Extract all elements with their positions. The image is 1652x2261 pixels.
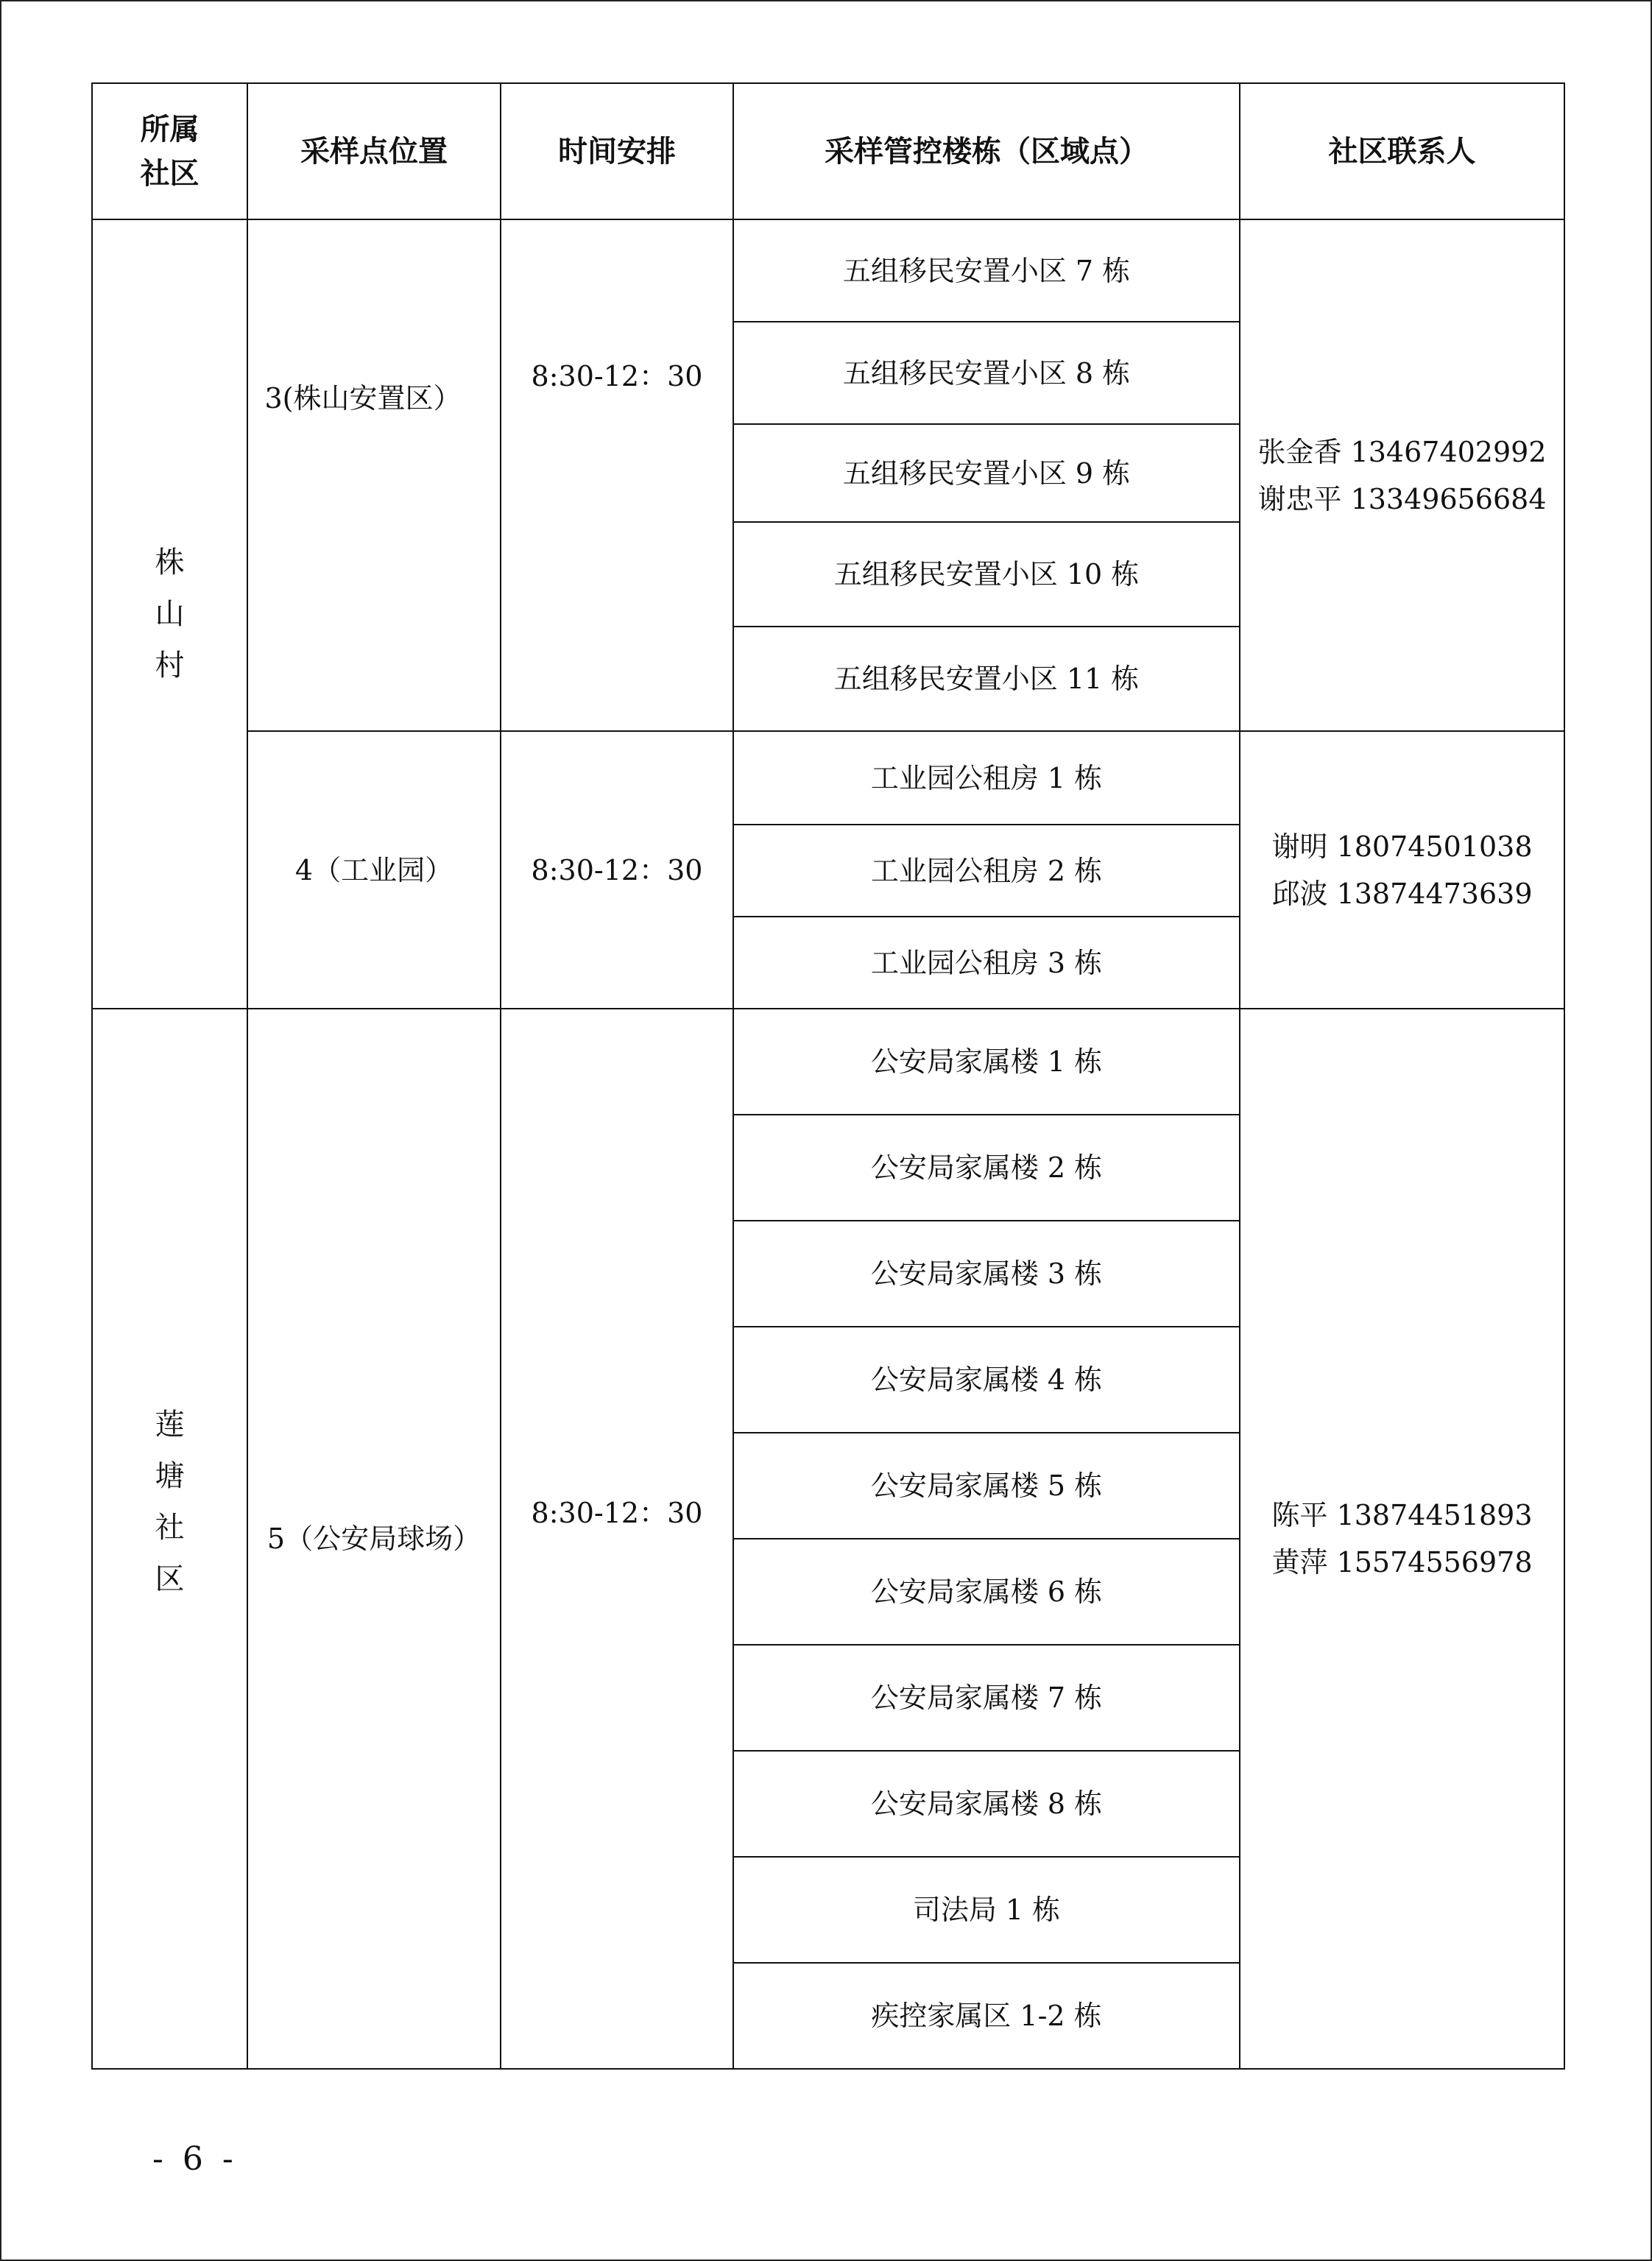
- site-cell: [247, 1009, 501, 2069]
- building-cell: 公安局家属楼 2 栋: [733, 1115, 1240, 1221]
- site-cell: [247, 731, 501, 1009]
- contact-person: 黄萍 15574556978: [1271, 1546, 1533, 1579]
- contact-person: 谢明 18074501038: [1271, 830, 1533, 863]
- building-cell: 五组移民安置小区 7 栋: [733, 219, 1240, 322]
- building-cell: 公安局家属楼 8 栋: [733, 1751, 1240, 1857]
- building-cell: 五组移民安置小区 11 栋: [733, 627, 1240, 731]
- page-number: - 6 -: [152, 2140, 238, 2178]
- building-cell: 公安局家属楼 7 栋: [733, 1645, 1240, 1751]
- building-cell: 五组移民安置小区 10 栋: [733, 522, 1240, 627]
- time-schedule: 8:30-12：30: [531, 359, 703, 392]
- time-schedule: 8:30-12：30: [531, 853, 703, 886]
- contact-list: [1271, 1492, 1532, 1586]
- table-body: [92, 219, 1564, 2069]
- community-cell: [92, 219, 247, 1009]
- building-cell: 公安局家属楼 3 栋: [733, 1221, 1240, 1327]
- header-time: 时间安排: [501, 83, 733, 219]
- header-community: 所属社区: [92, 83, 247, 219]
- time-cell: [501, 219, 733, 731]
- contact-cell: [1240, 219, 1564, 731]
- contact-cell: [1240, 731, 1564, 1009]
- contact-list: [1271, 823, 1532, 917]
- building-cell: 工业园公租房 2 栋: [733, 825, 1240, 917]
- time-schedule: 8:30-12：30: [531, 1497, 703, 1529]
- header-contact: 社区联系人: [1240, 83, 1564, 219]
- contact-person: 张金香 13467402992: [1257, 435, 1547, 468]
- community-name: 莲塘社区: [155, 1408, 185, 1596]
- time-cell: [501, 731, 733, 1009]
- building-cell: 司法局 1 栋: [733, 1857, 1240, 1963]
- header-site: 采样点位置: [247, 83, 501, 219]
- building-cell: 公安局家属楼 4 栋: [733, 1327, 1240, 1433]
- time-cell: [501, 1009, 733, 2069]
- building-cell: 工业园公租房 1 栋: [733, 731, 1240, 825]
- community-cell: [92, 1009, 247, 2069]
- contact-person: 邱波 13874473639: [1271, 877, 1533, 910]
- building-cell: 五组移民安置小区 9 栋: [733, 424, 1240, 522]
- building-cell: 公安局家属楼 1 栋: [733, 1009, 1240, 1115]
- table-row: [92, 219, 1564, 322]
- community-name: 株山村: [155, 546, 185, 682]
- contact-list: [1257, 428, 1546, 523]
- building-cell: 五组移民安置小区 8 栋: [733, 322, 1240, 424]
- table-row: [92, 1009, 1564, 1115]
- site-cell: [247, 219, 501, 731]
- table-header-row: [92, 83, 1564, 219]
- contact-cell: [1240, 1009, 1564, 2069]
- building-cell: 疾控家属区 1-2 栋: [733, 1963, 1240, 2069]
- building-cell: 公安局家属楼 6 栋: [733, 1539, 1240, 1645]
- contact-person: 谢忠平 13349656684: [1257, 482, 1547, 515]
- table-row: [92, 731, 1564, 825]
- building-cell: 工业园公租房 3 栋: [733, 917, 1240, 1009]
- site-location: 5（公安局球场）: [266, 1523, 481, 1555]
- building-cell: 公安局家属楼 5 栋: [733, 1433, 1240, 1539]
- site-location: 4（工业园）: [294, 853, 453, 886]
- site-location: 3(株山安置区）: [264, 381, 462, 415]
- contact-person: 陈平 13874451893: [1271, 1499, 1533, 1531]
- header-buildings: 采样管控楼栋（区域点）: [733, 83, 1240, 219]
- sampling-schedule-table: [91, 82, 1565, 2070]
